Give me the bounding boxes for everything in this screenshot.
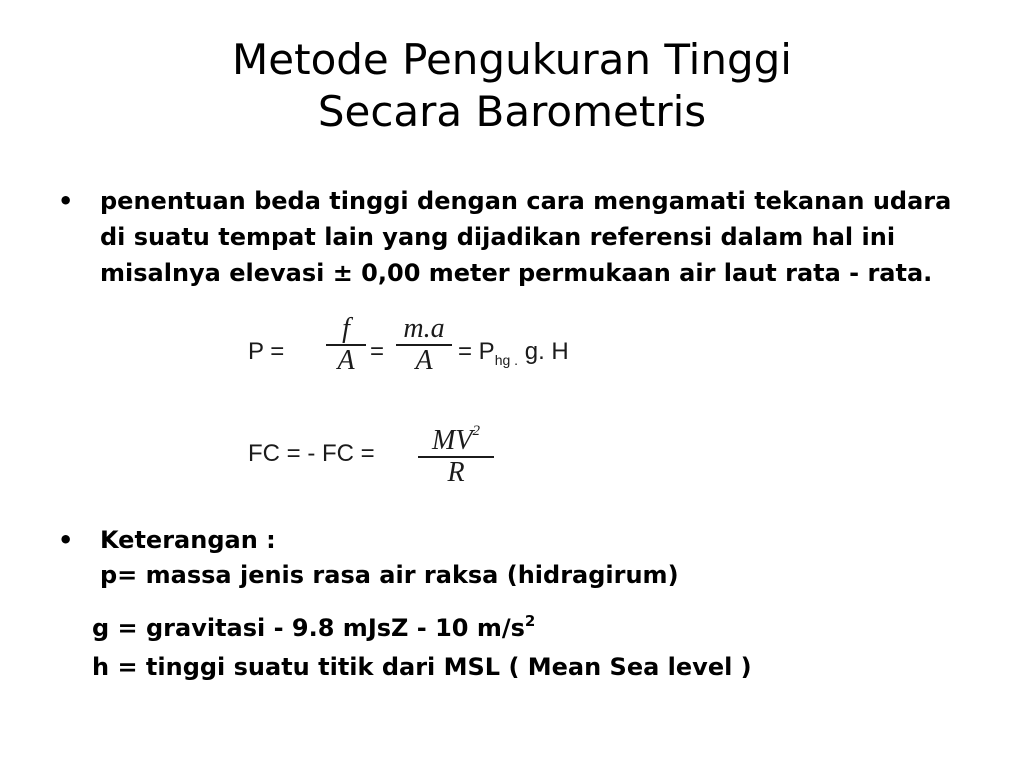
slide-title-line-1: Metode Pengukuran Tinggi — [232, 35, 792, 84]
force-formula-lhs: FC = - FC = — [248, 440, 375, 467]
slide-title — [0, 34, 1024, 138]
keterangan-bullet — [58, 522, 978, 558]
force-fraction-denominator: R — [447, 457, 465, 488]
keterangan-gravity-line — [92, 604, 535, 645]
pressure-fraction-numerator: f — [342, 313, 350, 344]
force-fraction — [418, 416, 494, 488]
keterangan-height-line: h = tinggi suatu titik dari MSL ( Mean Sea level ) — [92, 653, 752, 681]
pressure-formula-lhs: P = — [248, 338, 285, 365]
definition-bullet — [58, 183, 978, 291]
bullet-marker: • — [58, 187, 74, 215]
bullet-marker: • — [58, 526, 74, 554]
force-formula-image — [238, 408, 508, 496]
pressure-formula-equals: = — [370, 338, 385, 365]
definition-text: penentuan beda tinggi dengan cara mengamati tekanan udara di suatu tempat lain yang dijadikan referensi dalam hal ini misalnya elevasi ± 0,00 meter permukaan air laut rata - rata. — [100, 187, 952, 287]
pressure-fraction-ma-numerator: m.a — [403, 313, 445, 344]
pressure-formula-image — [238, 308, 626, 394]
definition-bullet-row — [58, 183, 978, 291]
pressure-fraction-f-over-a — [326, 314, 366, 376]
pressure-fraction-ma-over-a — [396, 314, 452, 376]
pressure-fraction-ma-denominator: A — [415, 345, 433, 376]
force-numerator-base: MV — [432, 425, 473, 456]
slide-title-line-2: Secara Barometris — [317, 87, 707, 136]
pressure-rhs-suffix: g. H — [524, 338, 569, 365]
force-numerator-exponent: 2 — [472, 423, 480, 439]
pressure-fraction-denominator: A — [337, 345, 355, 376]
keterangan-heading: Keterangan : — [100, 526, 276, 554]
pressure-rhs-prefix: = P — [458, 338, 495, 365]
pressure-rhs-subscript: hg . — [494, 352, 519, 368]
keterangan-gravity-text: g = gravitasi - 9.8 mJsZ - 10 m/s — [92, 614, 525, 642]
keterangan-bullet-row — [58, 522, 978, 558]
force-fraction-numerator — [418, 416, 494, 456]
keterangan-gravity-superscript: 2 — [524, 612, 536, 630]
keterangan-density-line: p= massa jenis rasa air raksa (hidragirum) — [100, 561, 679, 589]
pressure-formula-rhs — [458, 338, 569, 374]
